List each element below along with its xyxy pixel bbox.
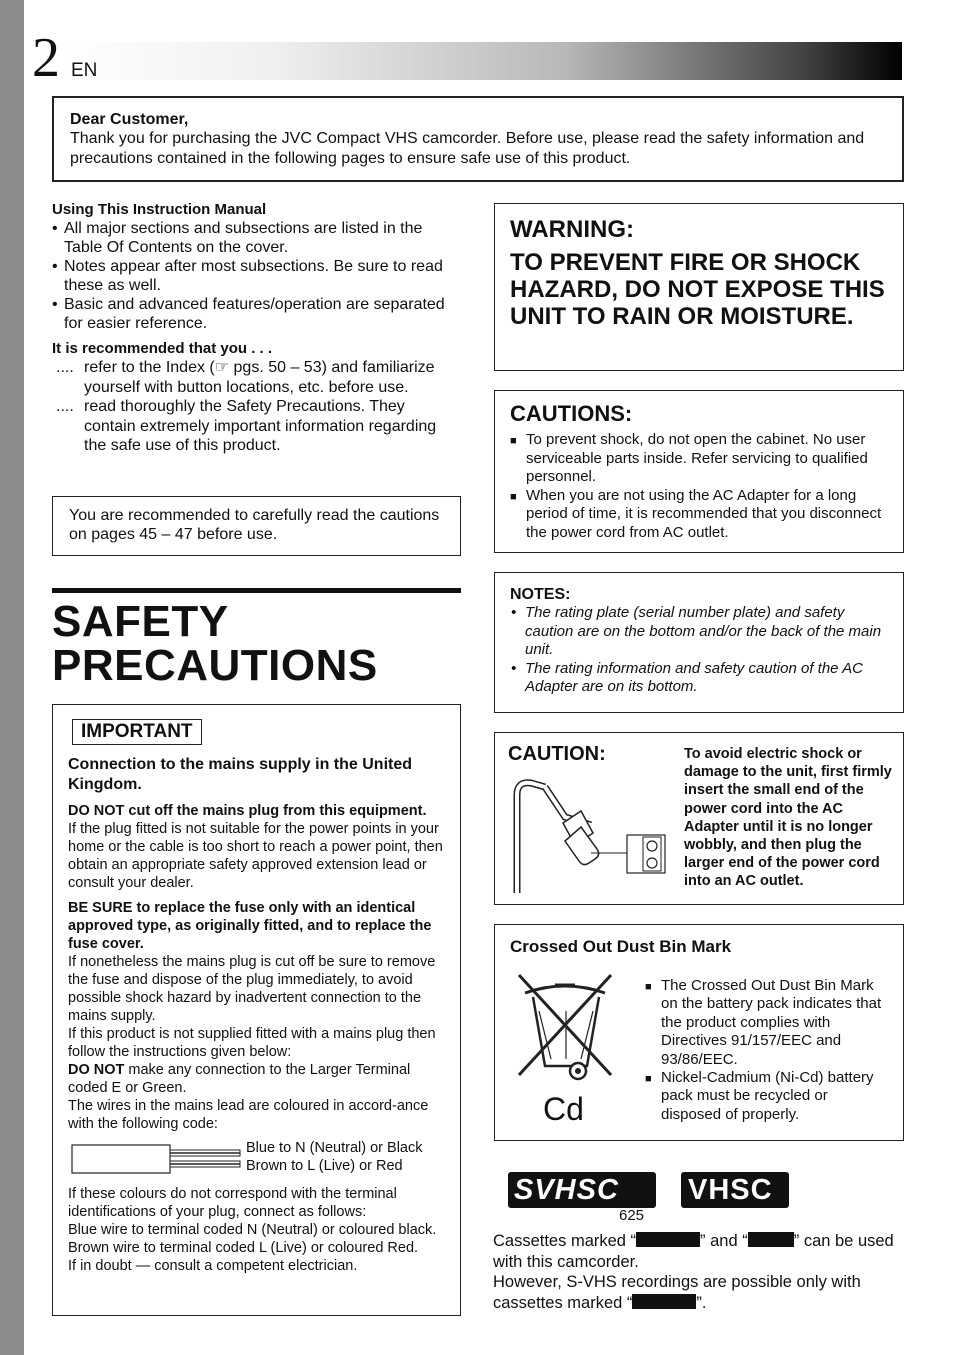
svhs-c-logo bbox=[508, 1172, 656, 1208]
svhs-c-logo-text: SVHSC bbox=[514, 1174, 619, 1206]
recommend-item bbox=[52, 358, 457, 397]
list-item: • Basic and advanced features/operation are separated for easier reference. bbox=[52, 295, 457, 333]
cautions-list bbox=[510, 431, 888, 542]
caution-title: CAUTION: bbox=[508, 743, 606, 765]
manual-title: Using This Instruction Manual bbox=[52, 201, 267, 218]
notes-box bbox=[494, 572, 904, 713]
notes-list bbox=[510, 604, 888, 697]
cassettes-text bbox=[493, 1231, 903, 1313]
cassettes-text1a: Cassettes marked “ bbox=[493, 1232, 637, 1250]
important-body bbox=[68, 802, 445, 1275]
cautions-title: CAUTIONS: bbox=[510, 401, 633, 426]
list-item: • The rating information and safety caution of the AC Adapter are on its bottom. bbox=[511, 660, 888, 697]
list-item: • Notes appear after most subsections. Be sure to read these as well. bbox=[52, 257, 457, 295]
important-p6: If these colours do not correspond with the terminal identifications of your plug, connect as follows: bbox=[68, 1186, 397, 1220]
dustbin-list bbox=[645, 977, 885, 1124]
important-p2-bold: BE SURE to replace the fuse only with an identical approved type, as originally fitted, and to replace the fuse cover. bbox=[68, 900, 432, 952]
power-cord-illustration bbox=[505, 775, 675, 895]
important-p3: If this product is not supplied fitted with a mains plug then follow the instructions given below: bbox=[68, 1026, 436, 1060]
important-p8: Brown wire to terminal coded L (Live) or coloured Red. bbox=[68, 1240, 419, 1256]
list-item: ■ When you are not using the AC Adapter for a long period of time, it is recommended that you disconnect the power cord from AC outlet. bbox=[510, 487, 888, 543]
cassettes-text1c: ” can be used with this camcorder. bbox=[493, 1232, 894, 1271]
safety-precautions-title bbox=[52, 597, 378, 690]
important-p1-bold: DO NOT cut off the mains plug from this equipment. bbox=[68, 803, 427, 819]
svhs-number: 625 bbox=[619, 1207, 645, 1224]
notes-title: NOTES: bbox=[510, 586, 571, 603]
dear-customer-box bbox=[52, 96, 904, 182]
dustbin-box bbox=[494, 924, 904, 1141]
recommend-prefix: .... bbox=[56, 398, 74, 415]
list-item: ■ The Crossed Out Dust Bin Mark on the battery pack indicates that the product complies with Directives 91/157/EEC and 93/86/EEC. bbox=[645, 977, 885, 1069]
manual-section bbox=[52, 200, 457, 456]
dear-customer-title: Dear Customer, bbox=[70, 111, 189, 128]
cassettes-text1b: ” and “ bbox=[700, 1232, 748, 1250]
list-item: • All major sections and subsections are listed in the Table Of Contents on the cover. bbox=[52, 219, 457, 257]
warning-box bbox=[494, 203, 904, 371]
important-p2: If nonetheless the mains plug is cut off be sure to remove the fuse and dispose of the plug immediately, to avoid possible shock hazard by inadvertent connection to the mains supply. bbox=[68, 954, 436, 1024]
important-p4-bold: DO NOT bbox=[68, 1062, 125, 1078]
read-cautions-text: You are recommended to carefully read the cautions on pages 45 – 47 before use. bbox=[69, 507, 440, 543]
wire-blue-label: Blue to N (Neutral) or Black bbox=[246, 1140, 423, 1156]
vhs-c-logo-text: VHSC bbox=[688, 1174, 773, 1206]
page-language: EN bbox=[71, 60, 98, 81]
recommend-item bbox=[52, 397, 457, 456]
cassettes-text2b: ”. bbox=[696, 1293, 707, 1312]
page-number: 2 bbox=[32, 27, 60, 89]
page-edge-bar bbox=[0, 0, 24, 1355]
important-p4 bbox=[68, 1061, 445, 1097]
wire-brown-label: Brown to L (Live) or Red bbox=[246, 1158, 403, 1174]
important-p4-text: make any connection to the Larger Terminal coded E or Green. bbox=[68, 1062, 411, 1096]
list-item: • The rating plate (serial number plate) and safety caution are on the bottom and/or the back of the main unit. bbox=[511, 604, 888, 660]
warning-title: WARNING: bbox=[510, 216, 634, 243]
warning-text: TO PREVENT FIRE OR SHOCK HAZARD, DO NOT EXPOSE THIS UNIT TO RAIN OR MOISTURE. bbox=[510, 249, 885, 330]
important-p5: The wires in the mains lead are coloured in accord-ance with the following code: bbox=[68, 1098, 429, 1132]
caution-box bbox=[494, 732, 904, 905]
manual-bullets bbox=[52, 219, 457, 333]
recommend-title: It is recommended that you . . . bbox=[52, 340, 273, 357]
recommend-text: read thoroughly the Safety Precautions. They contain extremely important information regarding the safe use of this product. bbox=[84, 398, 437, 454]
list-item: ■ Nickel-Cadmium (Ni-Cd) battery pack must be recycled or disposed of properly. bbox=[645, 1069, 885, 1124]
dustbin-title: Crossed Out Dust Bin Mark bbox=[510, 937, 732, 956]
safety-title-line1: SAFETY bbox=[52, 597, 229, 646]
important-box bbox=[52, 704, 461, 1316]
read-cautions-box bbox=[52, 496, 461, 556]
important-heading: Connection to the mains supply in the United Kingdom. bbox=[68, 756, 413, 793]
important-label: IMPORTANT bbox=[72, 719, 202, 745]
svhs-inline-icon bbox=[636, 1232, 700, 1247]
cable-illustration bbox=[68, 1139, 243, 1179]
cd-label: Cd bbox=[543, 1091, 584, 1127]
header-gradient-bar bbox=[60, 42, 902, 80]
vhs-c-logo bbox=[681, 1172, 789, 1208]
recommend-prefix: .... bbox=[56, 359, 74, 376]
cassettes-text2a: However, S-VHS recordings are possible only with cassettes marked “ bbox=[493, 1273, 861, 1312]
important-p1: If the plug fitted is not suitable for the power points in your home or the cable is too short to reach a power point, then obtain an appropriate safety approved extension lead or consult your dealer. bbox=[68, 821, 443, 891]
svhs-inline-icon bbox=[632, 1294, 696, 1309]
recommend-text: refer to the Index (☞ pgs. 50 – 53) and familiarize yourself with button locations, etc. before use. bbox=[84, 359, 435, 396]
section-rule bbox=[52, 588, 461, 593]
important-p7: Blue wire to terminal coded N (Neutral) or coloured black. bbox=[68, 1222, 437, 1238]
dear-customer-text: Thank you for purchasing the JVC Compact VHS camcorder. Before use, please read the safety information and precautions contained in the following pages to ensure safe use of this product. bbox=[70, 130, 865, 167]
important-p9: If in doubt — consult a competent electrician. bbox=[68, 1258, 358, 1274]
list-item: ■ To prevent shock, do not open the cabinet. No user serviceable parts inside. Refer servicing to qualified personnel. bbox=[510, 431, 888, 487]
crossed-bin-icon bbox=[515, 971, 615, 1081]
safety-title-line2: PRECAUTIONS bbox=[52, 641, 378, 690]
caution-text: To avoid electric shock or damage to the unit, first firmly insert the small end of the power cord into the AC Adapter until it is no longer wobbly, and then plug the larger end of the power cord into an AC outlet. bbox=[684, 746, 892, 890]
wire-diagram bbox=[68, 1139, 445, 1183]
cautions-box bbox=[494, 390, 904, 553]
vhs-inline-icon bbox=[748, 1232, 794, 1247]
